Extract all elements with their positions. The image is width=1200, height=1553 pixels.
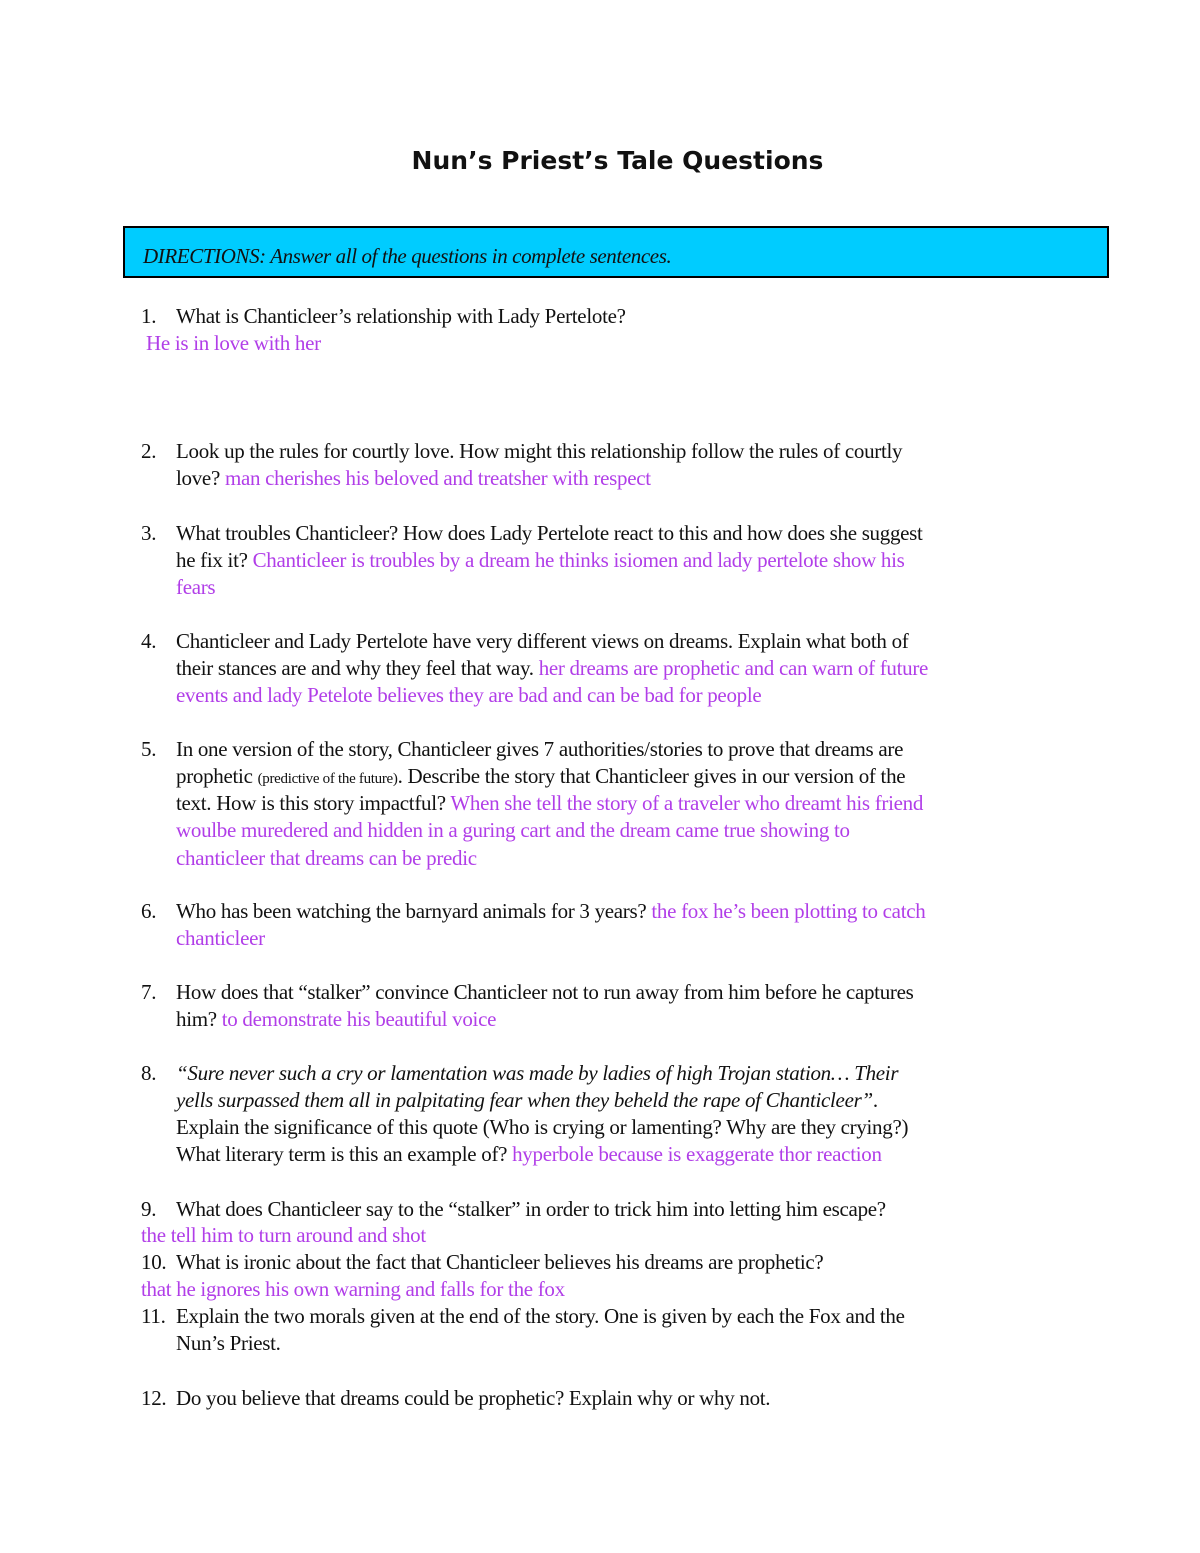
question-text: him? to demonstrate his beautiful voice — [176, 1007, 497, 1031]
answer-text: woulbe muredered and hidden in a guring cart and the dream came true showing to — [176, 818, 850, 842]
question-text: love? man cherishes his beloved and treatsher with respect — [176, 466, 651, 490]
directions-text: DIRECTIONS: Answer all of the questions in complete sentences. — [143, 244, 672, 268]
answer-text: fears — [176, 575, 216, 599]
parenthetical-note: (predictive of the future) — [257, 771, 398, 787]
answer-text: her dreams are prophetic and can warn of future — [538, 656, 929, 680]
question-text: Nun’s Priest. — [176, 1331, 281, 1355]
question-text: their stances are and why they feel that way. her dreams are prophetic and can warn of future — [176, 656, 929, 680]
question-text: How does that “stalker” convince Chanticleer not to run away from him before he captures — [176, 980, 914, 1004]
question-text: he fix it? Chanticleer is troubles by a dream he thinks isiomen and lady pertelote show his — [176, 548, 905, 572]
answer-text: When she tell the story of a traveler who dreamt his friend — [450, 791, 924, 815]
answer-text: hyperbole because is exaggerate thor reaction — [512, 1142, 882, 1166]
question-text: prophetic (predictive of the future). Describe the story that Chanticleer gives in our version of the — [176, 764, 906, 788]
answer-text: chanticleer — [176, 926, 265, 950]
question-number: 12. — [141, 1386, 167, 1410]
answer-text: to demonstrate his beautiful voice — [221, 1007, 497, 1031]
question-text: What is Chanticleer’s relationship with Lady Pertelote? — [176, 304, 626, 328]
answer-text: Chanticleer is troubles by a dream he thinks isiomen and lady pertelote show his — [252, 548, 905, 572]
question-number: 5. — [141, 737, 157, 761]
page-title: Nun’s Priest’s Tale Questions — [411, 146, 824, 175]
question-text: Do you believe that dreams could be prophetic? Explain why or why not. — [176, 1386, 771, 1410]
question-number: 4. — [141, 629, 157, 653]
question-text: Chanticleer and Lady Pertelote have very different views on dreams. Explain what both of — [176, 629, 909, 653]
question-text: Explain the significance of this quote (Who is crying or lamenting? Why are they crying?) — [176, 1115, 909, 1139]
question-text: Explain the two morals given at the end of the story. One is given by each the Fox and the — [176, 1304, 905, 1328]
question-text: What troubles Chanticleer? How does Lady Pertelote react to this and how does she suggest — [176, 521, 923, 545]
answer-text: that he ignores his own warning and falls for the fox — [141, 1277, 565, 1301]
question-text: Look up the rules for courtly love. How might this relationship follow the rules of courtly — [176, 439, 903, 463]
question-text: Who has been watching the barnyard animals for 3 years? the fox he’s been plotting to catch — [176, 899, 926, 923]
question-number: 11. — [141, 1304, 166, 1328]
answer-text: man cherishes his beloved and treatsher with respect — [224, 466, 651, 490]
question-text: text. How is this story impactful? When she tell the story of a traveler who dreamt his friend — [176, 791, 924, 815]
question-text: What is ironic about the fact that Chanticleer believes his dreams are prophetic? — [176, 1250, 824, 1274]
answer-text: the tell him to turn around and shot — [141, 1223, 426, 1247]
question-number: 7. — [141, 980, 157, 1004]
question-number: 6. — [141, 899, 157, 923]
answer-text: events and lady Petelote believes they are bad and can be bad for people — [176, 683, 762, 707]
question-number: 9. — [141, 1197, 157, 1221]
answer-text: chanticleer that dreams can be predic — [176, 846, 477, 870]
quote-text: “Sure never such a cry or lamentation was made by ladies of high Trojan station… Their — [176, 1061, 899, 1085]
question-number: 3. — [141, 521, 157, 545]
answer-text: He is in love with her — [146, 331, 321, 355]
directions-box — [123, 226, 1109, 278]
question-number: 2. — [141, 439, 157, 463]
question-text: What does Chanticleer say to the “stalker” in order to trick him into letting him escape? — [176, 1197, 886, 1221]
quote-text: yells surpassed them all in palpitating fear when they beheld the rape of Chanticleer”. — [176, 1088, 878, 1112]
question-text: What literary term is this an example of? hyperbole because is exaggerate thor reaction — [176, 1142, 882, 1166]
question-number: 1. — [141, 304, 157, 328]
question-number: 10. — [141, 1250, 167, 1274]
answer-text: the fox he’s been plotting to catch — [651, 899, 926, 923]
question-number: 8. — [141, 1061, 157, 1085]
question-text: In one version of the story, Chanticleer gives 7 authorities/stories to prove that dreams are — [176, 737, 904, 761]
